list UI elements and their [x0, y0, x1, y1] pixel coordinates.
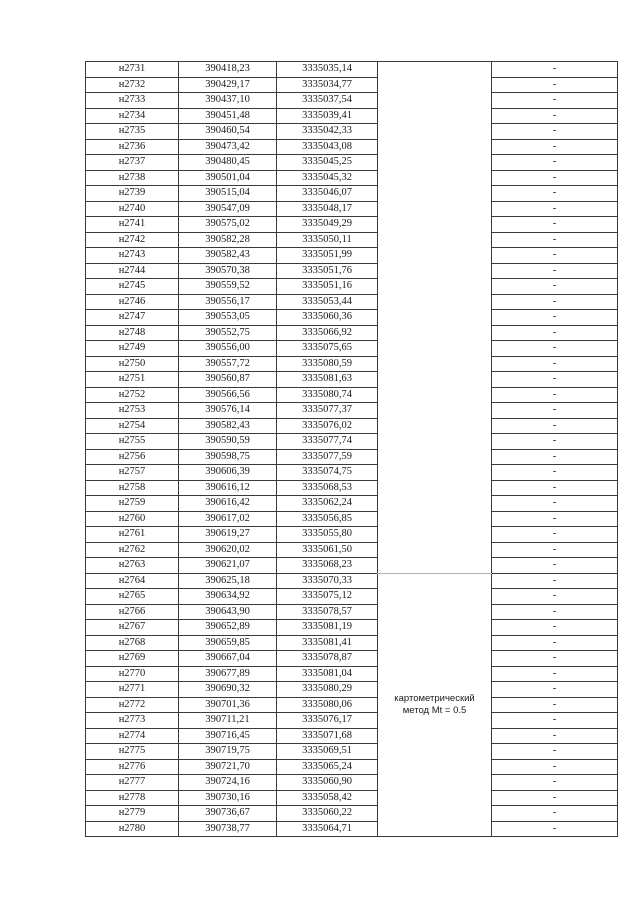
point-id-cell: н2731: [86, 62, 179, 78]
x-coordinate-cell: 390451,48: [179, 108, 277, 124]
y-coordinate-cell: 3335075,12: [277, 589, 378, 605]
table-row: [86, 124, 618, 140]
y-coordinate-cell: 3335068,23: [277, 558, 378, 574]
point-id-cell: н2745: [86, 279, 179, 295]
dash-cell: -: [492, 775, 618, 791]
table-row: [86, 434, 618, 450]
point-id-cell: н2757: [86, 465, 179, 481]
dash-cell: -: [492, 511, 618, 527]
table-row: [86, 759, 618, 775]
table-row: [86, 155, 618, 171]
table-row: [86, 186, 618, 202]
dash-cell: -: [492, 604, 618, 620]
point-id-cell: н2778: [86, 790, 179, 806]
x-coordinate-cell: 390590,59: [179, 434, 277, 450]
method-cell-lower: [378, 573, 492, 837]
y-coordinate-cell: 3335077,59: [277, 449, 378, 465]
point-id-cell: н2768: [86, 635, 179, 651]
dash-cell: -: [492, 372, 618, 388]
table-row: [86, 62, 618, 78]
y-coordinate-cell: 3335078,87: [277, 651, 378, 667]
point-id-cell: н2777: [86, 775, 179, 791]
table-row: [86, 589, 618, 605]
table-row: [86, 356, 618, 372]
dash-cell: -: [492, 713, 618, 729]
point-id-cell: н2747: [86, 310, 179, 326]
table-row: [86, 294, 618, 310]
x-coordinate-cell: 390556,00: [179, 341, 277, 357]
x-coordinate-cell: 390616,42: [179, 496, 277, 512]
table-row: [86, 387, 618, 403]
table-row: [86, 263, 618, 279]
dash-cell: -: [492, 62, 618, 78]
x-coordinate-cell: 390557,72: [179, 356, 277, 372]
point-id-cell: н2740: [86, 201, 179, 217]
dash-cell: -: [492, 449, 618, 465]
dash-cell: -: [492, 186, 618, 202]
table-row: [86, 697, 618, 713]
table-row: [86, 77, 618, 93]
y-coordinate-cell: 3335056,85: [277, 511, 378, 527]
x-coordinate-cell: 390738,77: [179, 821, 277, 837]
dash-cell: -: [492, 527, 618, 543]
table-row: [86, 713, 618, 729]
y-coordinate-cell: 3335046,07: [277, 186, 378, 202]
point-id-cell: н2756: [86, 449, 179, 465]
point-id-cell: н2761: [86, 527, 179, 543]
x-coordinate-cell: 390418,23: [179, 62, 277, 78]
dash-cell: -: [492, 248, 618, 264]
dash-cell: -: [492, 232, 618, 248]
y-coordinate-cell: 3335081,19: [277, 620, 378, 636]
point-id-cell: н2753: [86, 403, 179, 419]
dash-cell: -: [492, 806, 618, 822]
table-row: [86, 790, 618, 806]
table-row: [86, 310, 618, 326]
table-row: [86, 418, 618, 434]
dash-cell: -: [492, 356, 618, 372]
y-coordinate-cell: 3335051,16: [277, 279, 378, 295]
dash-cell: -: [492, 728, 618, 744]
y-coordinate-cell: 3335051,76: [277, 263, 378, 279]
dash-cell: -: [492, 697, 618, 713]
y-coordinate-cell: 3335078,57: [277, 604, 378, 620]
table-row: [86, 108, 618, 124]
y-coordinate-cell: 3335060,22: [277, 806, 378, 822]
y-coordinate-cell: 3335048,17: [277, 201, 378, 217]
point-id-cell: н2735: [86, 124, 179, 140]
point-id-cell: н2749: [86, 341, 179, 357]
table-row: [86, 666, 618, 682]
y-coordinate-cell: 3335035,14: [277, 62, 378, 78]
table-row: [86, 449, 618, 465]
x-coordinate-cell: 390460,54: [179, 124, 277, 140]
dash-cell: -: [492, 201, 618, 217]
y-coordinate-cell: 3335049,29: [277, 217, 378, 233]
dash-cell: -: [492, 108, 618, 124]
y-coordinate-cell: 3335064,71: [277, 821, 378, 837]
x-coordinate-cell: 390480,45: [179, 155, 277, 171]
x-coordinate-cell: 390515,04: [179, 186, 277, 202]
dash-cell: -: [492, 790, 618, 806]
dash-cell: -: [492, 434, 618, 450]
x-coordinate-cell: 390625,18: [179, 573, 277, 589]
x-coordinate-cell: 390606,39: [179, 465, 277, 481]
table-row: [86, 728, 618, 744]
table-row: [86, 604, 618, 620]
dash-cell: -: [492, 217, 618, 233]
dash-cell: -: [492, 93, 618, 109]
dash-cell: -: [492, 496, 618, 512]
coordinates-table-body: [86, 62, 618, 837]
dash-cell: -: [492, 155, 618, 171]
y-coordinate-cell: 3335050,11: [277, 232, 378, 248]
y-coordinate-cell: 3335045,25: [277, 155, 378, 171]
y-coordinate-cell: 3335034,77: [277, 77, 378, 93]
x-coordinate-cell: 390547,09: [179, 201, 277, 217]
coordinates-table: [85, 61, 618, 837]
x-coordinate-cell: 390566,56: [179, 387, 277, 403]
x-coordinate-cell: 390621,07: [179, 558, 277, 574]
table-row: [86, 620, 618, 636]
point-id-cell: н2733: [86, 93, 179, 109]
x-coordinate-cell: 390616,12: [179, 480, 277, 496]
point-id-cell: н2765: [86, 589, 179, 605]
point-id-cell: н2772: [86, 697, 179, 713]
x-coordinate-cell: 390719,75: [179, 744, 277, 760]
table-row: [86, 279, 618, 295]
dash-cell: -: [492, 542, 618, 558]
point-id-cell: н2762: [86, 542, 179, 558]
point-id-cell: н2743: [86, 248, 179, 264]
method-text-line-2: метод Mt = 0.5: [402, 704, 467, 716]
y-coordinate-cell: 3335077,37: [277, 403, 378, 419]
point-id-cell: н2755: [86, 434, 179, 450]
point-id-cell: н2739: [86, 186, 179, 202]
y-coordinate-cell: 3335060,90: [277, 775, 378, 791]
method-text-line-1: картометрический: [394, 692, 475, 704]
point-id-cell: н2780: [86, 821, 179, 837]
dash-cell: -: [492, 480, 618, 496]
table-row: [86, 139, 618, 155]
dash-cell: -: [492, 651, 618, 667]
x-coordinate-cell: 390716,45: [179, 728, 277, 744]
method-cell-upper: [378, 62, 492, 574]
dash-cell: -: [492, 635, 618, 651]
table-row: [86, 325, 618, 341]
table-row: [86, 558, 618, 574]
dash-cell: -: [492, 759, 618, 775]
point-id-cell: н2736: [86, 139, 179, 155]
y-coordinate-cell: 3335065,24: [277, 759, 378, 775]
point-id-cell: н2738: [86, 170, 179, 186]
y-coordinate-cell: 3335081,63: [277, 372, 378, 388]
y-coordinate-cell: 3335081,04: [277, 666, 378, 682]
y-coordinate-cell: 3335053,44: [277, 294, 378, 310]
point-id-cell: н2770: [86, 666, 179, 682]
point-id-cell: н2744: [86, 263, 179, 279]
dash-cell: -: [492, 682, 618, 698]
table-row: [86, 511, 618, 527]
dash-cell: -: [492, 821, 618, 837]
table-row: [86, 775, 618, 791]
point-id-cell: н2748: [86, 325, 179, 341]
y-coordinate-cell: 3335061,50: [277, 542, 378, 558]
table-row: [86, 465, 618, 481]
x-coordinate-cell: 390659,85: [179, 635, 277, 651]
y-coordinate-cell: 3335070,33: [277, 573, 378, 589]
y-coordinate-cell: 3335042,33: [277, 124, 378, 140]
table-row: [86, 542, 618, 558]
point-id-cell: н2734: [86, 108, 179, 124]
y-coordinate-cell: 3335058,42: [277, 790, 378, 806]
x-coordinate-cell: 390429,17: [179, 77, 277, 93]
dash-cell: -: [492, 139, 618, 155]
y-coordinate-cell: 3335074,75: [277, 465, 378, 481]
x-coordinate-cell: 390437,10: [179, 93, 277, 109]
table-row: [86, 635, 618, 651]
point-id-cell: н2779: [86, 806, 179, 822]
x-coordinate-cell: 390501,04: [179, 170, 277, 186]
point-id-cell: н2760: [86, 511, 179, 527]
dash-cell: -: [492, 279, 618, 295]
point-id-cell: н2774: [86, 728, 179, 744]
table-row: [86, 527, 618, 543]
dash-cell: -: [492, 124, 618, 140]
point-id-cell: н2769: [86, 651, 179, 667]
x-coordinate-cell: 390560,87: [179, 372, 277, 388]
y-coordinate-cell: 3335071,68: [277, 728, 378, 744]
y-coordinate-cell: 3335080,74: [277, 387, 378, 403]
dash-cell: -: [492, 294, 618, 310]
point-id-cell: н2764: [86, 573, 179, 589]
point-id-cell: н2773: [86, 713, 179, 729]
point-id-cell: н2752: [86, 387, 179, 403]
table-row: [86, 341, 618, 357]
x-coordinate-cell: 390619,27: [179, 527, 277, 543]
point-id-cell: н2742: [86, 232, 179, 248]
x-coordinate-cell: 390473,42: [179, 139, 277, 155]
x-coordinate-cell: 390582,43: [179, 248, 277, 264]
x-coordinate-cell: 390724,16: [179, 775, 277, 791]
x-coordinate-cell: 390677,89: [179, 666, 277, 682]
x-coordinate-cell: 390620,02: [179, 542, 277, 558]
point-id-cell: н2766: [86, 604, 179, 620]
y-coordinate-cell: 3335080,29: [277, 682, 378, 698]
table-row: [86, 248, 618, 264]
y-coordinate-cell: 3335081,41: [277, 635, 378, 651]
point-id-cell: н2732: [86, 77, 179, 93]
dash-cell: -: [492, 387, 618, 403]
y-coordinate-cell: 3335039,41: [277, 108, 378, 124]
y-coordinate-cell: 3335062,24: [277, 496, 378, 512]
table-row: [86, 821, 618, 837]
table-row: [86, 744, 618, 760]
table-row: [86, 682, 618, 698]
x-coordinate-cell: 390652,89: [179, 620, 277, 636]
x-coordinate-cell: 390667,04: [179, 651, 277, 667]
y-coordinate-cell: 3335068,53: [277, 480, 378, 496]
x-coordinate-cell: 390643,90: [179, 604, 277, 620]
point-id-cell: н2767: [86, 620, 179, 636]
point-id-cell: н2763: [86, 558, 179, 574]
point-id-cell: н2737: [86, 155, 179, 171]
table-row: [86, 217, 618, 233]
point-id-cell: н2759: [86, 496, 179, 512]
table-row: [86, 403, 618, 419]
y-coordinate-cell: 3335080,06: [277, 697, 378, 713]
y-coordinate-cell: 3335055,80: [277, 527, 378, 543]
y-coordinate-cell: 3335060,36: [277, 310, 378, 326]
x-coordinate-cell: 390701,36: [179, 697, 277, 713]
y-coordinate-cell: 3335080,59: [277, 356, 378, 372]
x-coordinate-cell: 390730,16: [179, 790, 277, 806]
dash-cell: -: [492, 589, 618, 605]
dash-cell: -: [492, 558, 618, 574]
x-coordinate-cell: 390634,92: [179, 589, 277, 605]
table-row: [86, 170, 618, 186]
x-coordinate-cell: 390559,52: [179, 279, 277, 295]
y-coordinate-cell: 3335076,02: [277, 418, 378, 434]
dash-cell: -: [492, 573, 618, 589]
x-coordinate-cell: 390736,67: [179, 806, 277, 822]
dash-cell: -: [492, 418, 618, 434]
point-id-cell: н2771: [86, 682, 179, 698]
y-coordinate-cell: 3335045,32: [277, 170, 378, 186]
y-coordinate-cell: 3335069,51: [277, 744, 378, 760]
dash-cell: -: [492, 341, 618, 357]
point-id-cell: н2775: [86, 744, 179, 760]
x-coordinate-cell: 390556,17: [179, 294, 277, 310]
x-coordinate-cell: 390575,02: [179, 217, 277, 233]
table-row: [86, 806, 618, 822]
y-coordinate-cell: 3335076,17: [277, 713, 378, 729]
dash-cell: -: [492, 325, 618, 341]
table-row: [86, 93, 618, 109]
x-coordinate-cell: 390598,75: [179, 449, 277, 465]
y-coordinate-cell: 3335066,92: [277, 325, 378, 341]
table-row: [86, 480, 618, 496]
dash-cell: -: [492, 620, 618, 636]
point-id-cell: н2741: [86, 217, 179, 233]
x-coordinate-cell: 390576,14: [179, 403, 277, 419]
table-row: [86, 232, 618, 248]
point-id-cell: н2754: [86, 418, 179, 434]
y-coordinate-cell: 3335077,74: [277, 434, 378, 450]
point-id-cell: н2776: [86, 759, 179, 775]
x-coordinate-cell: 390582,43: [179, 418, 277, 434]
dash-cell: -: [492, 263, 618, 279]
x-coordinate-cell: 390570,38: [179, 263, 277, 279]
dash-cell: -: [492, 465, 618, 481]
dash-cell: -: [492, 310, 618, 326]
x-coordinate-cell: 390721,70: [179, 759, 277, 775]
table-row: [86, 496, 618, 512]
dash-cell: -: [492, 170, 618, 186]
point-id-cell: н2758: [86, 480, 179, 496]
x-coordinate-cell: 390711,21: [179, 713, 277, 729]
point-id-cell: н2750: [86, 356, 179, 372]
table-row: [86, 201, 618, 217]
y-coordinate-cell: 3335051,99: [277, 248, 378, 264]
dash-cell: -: [492, 666, 618, 682]
dash-cell: -: [492, 403, 618, 419]
dash-cell: -: [492, 744, 618, 760]
x-coordinate-cell: 390690,32: [179, 682, 277, 698]
dash-cell: -: [492, 77, 618, 93]
table-row: [86, 372, 618, 388]
x-coordinate-cell: 390582,28: [179, 232, 277, 248]
x-coordinate-cell: 390552,75: [179, 325, 277, 341]
y-coordinate-cell: 3335037,54: [277, 93, 378, 109]
point-id-cell: н2746: [86, 294, 179, 310]
x-coordinate-cell: 390617,02: [179, 511, 277, 527]
x-coordinate-cell: 390553,05: [179, 310, 277, 326]
table-row: [86, 651, 618, 667]
point-id-cell: н2751: [86, 372, 179, 388]
y-coordinate-cell: 3335043,08: [277, 139, 378, 155]
table-row: [86, 573, 618, 589]
y-coordinate-cell: 3335075,65: [277, 341, 378, 357]
